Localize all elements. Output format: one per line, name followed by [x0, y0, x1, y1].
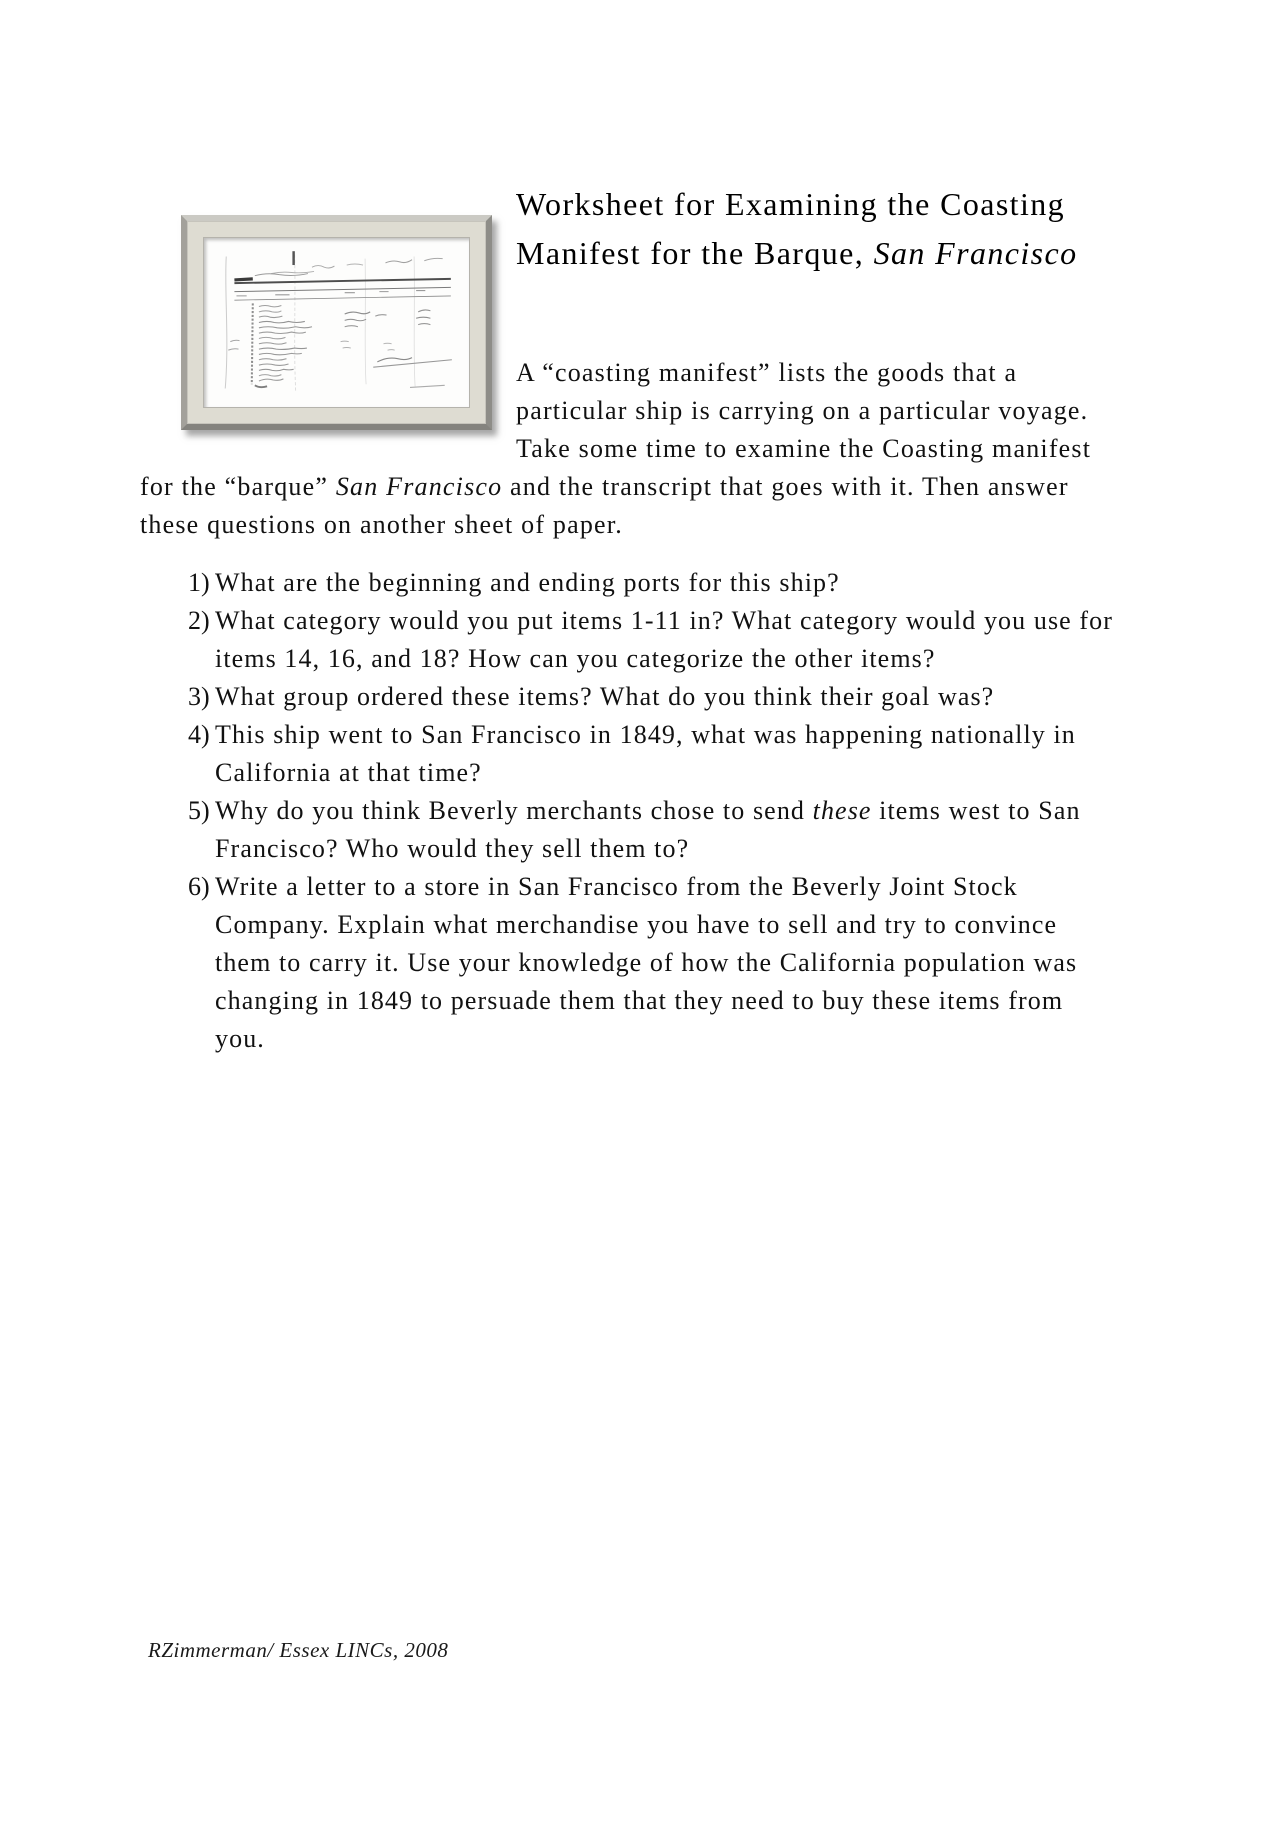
footer-credit: RZimmerman/ Essex LINCs, 2008 [148, 1638, 449, 1662]
manifest-photo-float [140, 180, 516, 440]
question-text: What group ordered these items? What do you think their goal was? [215, 682, 995, 711]
question-item-6 [140, 868, 1120, 1058]
question-number: 3) [188, 682, 210, 711]
question-text: This ship went to San Francisco in 1849, what was happening nationally in California at that time? [215, 720, 1076, 787]
question-list [140, 564, 1120, 1058]
question-item-4 [140, 716, 1120, 792]
worksheet-page [140, 180, 1120, 1058]
question-item-1 [140, 564, 1120, 602]
question-item-5 [140, 792, 1120, 868]
question-item-2 [140, 602, 1120, 678]
question-number: 5) [188, 796, 210, 825]
intro-text-part1: A “coasting manifest” lists the goods that a particular ship is carrying on a particular voyage. Take some time to examine the Coasting manifest for the “barque” [140, 358, 1092, 501]
question-text: What category would you put items 1-11 in? What category would you use for items 14, 16, and 18? How can you categorize the other items? [215, 606, 1114, 673]
intro-ship-name-italic: San Francisco [335, 472, 503, 501]
manifest-photo-mat [203, 237, 470, 408]
question-emphasis: these [812, 796, 872, 825]
ship-name-italic: San Francisco [873, 235, 1078, 271]
page-title-line2: Manifest for the Barque, [516, 235, 874, 271]
question-text: What are the beginning and ending ports for this ship? [215, 568, 840, 597]
question-number: 6) [188, 872, 210, 901]
question-text-post: items west to San Francisco? Who would they sell them to? [215, 796, 1081, 863]
manifest-photo-frame [181, 215, 492, 430]
question-number: 4) [188, 720, 210, 749]
page-title-line1: Worksheet for Examining the Coasting [516, 186, 1066, 222]
manifest-photo [214, 248, 459, 397]
question-number: 1) [188, 568, 210, 597]
question-number: 2) [188, 606, 210, 635]
question-item-3 [140, 678, 1120, 716]
question-text: Why do you think Beverly merchants chose to send [215, 796, 813, 825]
intro-text-part2: and the transcript that goes with it. Then answer these questions on another sheet of paper. [140, 472, 1069, 539]
question-text: Write a letter to a store in San Francisco from the Beverly Joint Stock Company. Explain what merchandise you have to sell and try to convince them to carry it. Use your knowledge of how the California population was changing in 1849 to persuade them that they need to buy these items from you. [215, 872, 1078, 1053]
